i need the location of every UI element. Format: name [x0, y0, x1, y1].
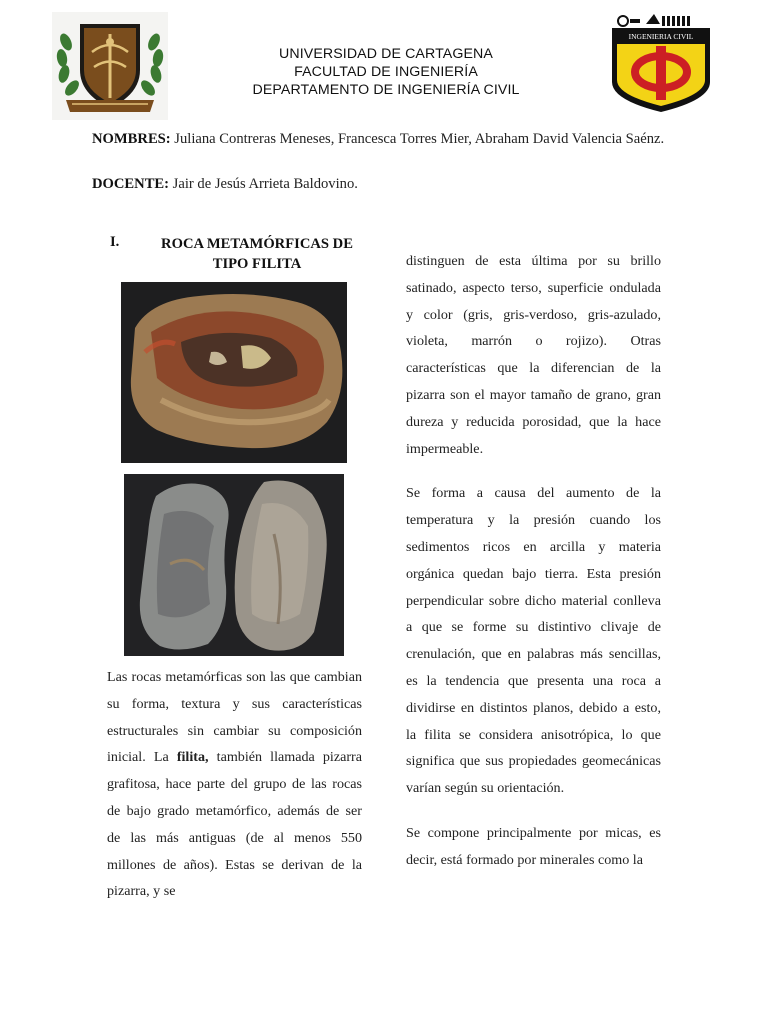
department-name: DEPARTAMENTO DE INGENIERÍA CIVIL [252, 82, 520, 98]
teacher-line [92, 176, 358, 193]
faculty-name: FACULTAD DE INGENIERÍA [294, 64, 478, 80]
authors-value: Juliana Contreras Meneses, Francesca Torres Mier, Abraham David Valencia Saénz. [170, 131, 665, 147]
teacher-value: Jair de Jesús Arrieta Baldovino. [169, 176, 358, 192]
section-number: I. [110, 234, 120, 250]
phyllite-rock-photo-2 [124, 474, 344, 656]
ingenieria-civil-phi-shield-icon [606, 10, 716, 114]
university-crest-icon [52, 12, 168, 120]
left-column [107, 664, 362, 923]
phyllite-rock-photo-1 [121, 282, 347, 463]
left-paragraph-1 [107, 664, 362, 905]
right-paragraph-1: distinguen de esta última por su brillo satinado, aspecto terso, superficie ondulada y color (gris, gris-verdoso, gris-azulado, violeta, marrón o rojizo). Otras características que la diferencian de la pizarra son el mayor tamaño de grano, gran dureza y reducida porosidad, que la hace impermeable. [406, 253, 661, 457]
left-paragraph-1-bold: filita, [176, 749, 209, 766]
left-paragraph-1-part-b: también llamada pizarra grafitosa, hace parte del grupo de las rocas de bajo grado metamórfico, además de ser de las más antiguas (de al menos 550 millones de años). Estas se derivan de la pizarra, y se [107, 749, 362, 900]
section-title: ROCA METAMÓRFICAS DE TIPO FILITA [161, 236, 353, 272]
university-name: UNIVERSIDAD DE CARTAGENA [279, 46, 493, 62]
right-column [406, 248, 661, 892]
authors-line [92, 131, 664, 148]
authors-label: NOMBRES: [92, 131, 171, 147]
teacher-label: DOCENTE: [92, 176, 170, 192]
right-paragraph-2: Se forma a causa del aumento de la temperatura y la presión cuando los sedimentos ricos en arcilla y materia orgánica quedan bajo tierra. Esta presión perpendicular sobre dicho material conlleva a que se forme su distintivo clivaje de crenulación, que en palabras más sencillas, es la tendencia que presenta una roca a dividirse en distintos planos, debido a esto, la filita se considera anisotrópica, lo que significa que sus propiedades geomecánicas varían según su orientación. [406, 485, 661, 797]
left-paragraph-1-part-a: Las rocas metamórficas son las que cambian su forma, textura y sus características estructurales sin cambiar su composición inicial. La [107, 669, 362, 766]
right-paragraph-3: Se compone principalmente por micas, es decir, está formado por minerales como la [406, 824, 661, 868]
right-logo-text: INGENIERIA CIVIL [628, 32, 694, 41]
